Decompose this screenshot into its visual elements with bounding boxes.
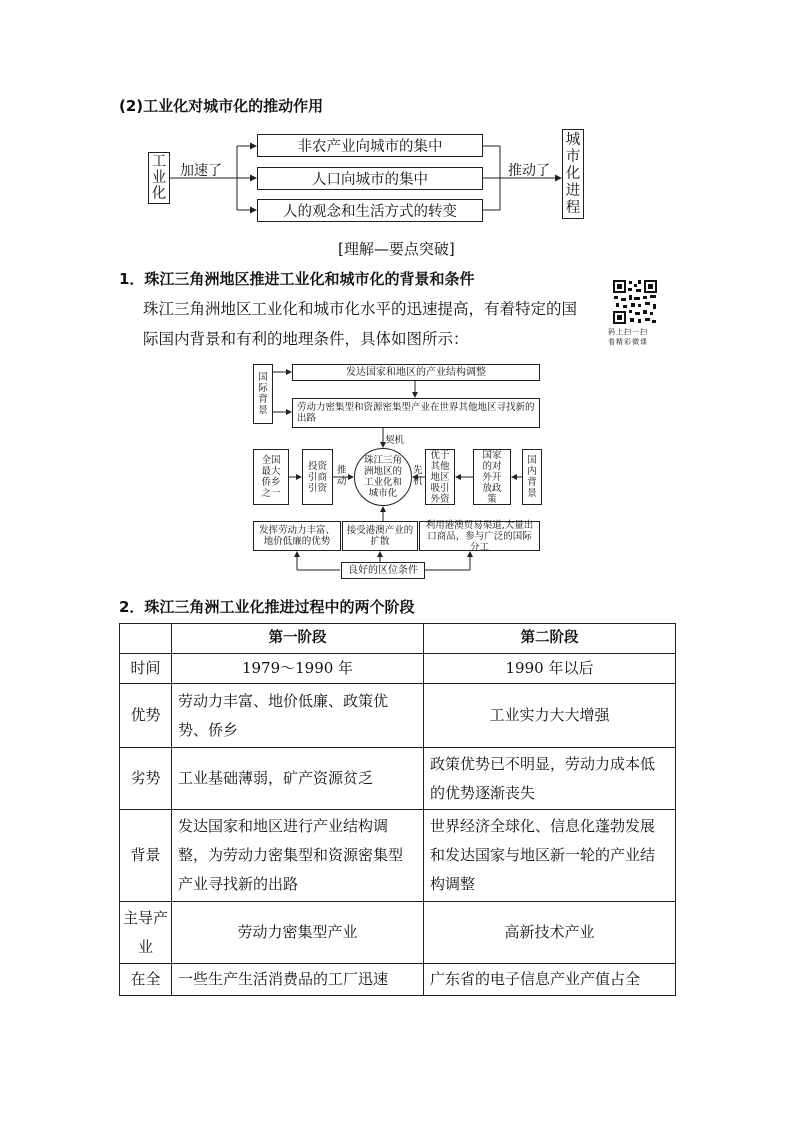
industrialization-box: 工业化 (148, 152, 170, 204)
point1-title: 1．珠江三角洲地区推进工业化和城市化的背景和条件 (119, 270, 475, 288)
point2-title: 2．珠江三角洲工业化推进过程中的两个阶段 (119, 598, 415, 616)
investment-box: 投资引商引资 (302, 449, 333, 505)
table-header-row (120, 624, 676, 654)
point1-body-line1: 珠江三角洲地区工业化和城市化水平的迅速提高，有着特定的国 (143, 300, 578, 318)
qr-caption-1: 码上扫一扫 (608, 328, 648, 336)
domestic-background-box: 国内背景 (522, 449, 542, 505)
open-policy-box: 国家的对外开放政策 (473, 449, 511, 505)
table-row (120, 810, 676, 902)
table-row (120, 654, 676, 684)
flow-item-lifestyle: 人的观念和生活方式的转变 (257, 199, 483, 222)
table-header-cell: 第二阶段 (424, 624, 676, 654)
table-cell: 广东省的电子信息产业产值占全 (424, 964, 676, 996)
labor-shift-box: 劳动力密集型和资源密集型产业在世界其他地区寻找新的出路 (292, 398, 540, 428)
table-row-label: 主导产业 (120, 902, 172, 964)
table-cell: 1979～1990 年 (172, 654, 424, 684)
industrial-adjust-box: 发达国家和地区的产业结构调整 (292, 364, 540, 381)
push-label: 推动 (337, 465, 347, 487)
flow-item-population: 人口向城市的集中 (257, 167, 483, 190)
table-cell: 发达国家和地区进行产业结构调整，为劳动力密集型和资源密集型产业寻找新的出路 (172, 810, 424, 902)
condition-labor-box: 发挥劳动力丰富、地价低廉的优势 (253, 521, 341, 551)
table-cell: 工业基础薄弱，矿产资源贫乏 (172, 748, 424, 810)
promote-label: 推动了 (508, 163, 550, 179)
table-cell: 一些生产生活消费品的工厂迅速 (172, 964, 424, 996)
chance-label: 契机 (385, 435, 405, 446)
table-cell: 劳动力丰富、地价低廉、政策优势、侨乡 (172, 684, 424, 748)
table-row (120, 748, 676, 810)
table-row (120, 964, 676, 996)
accelerate-label: 加速了 (180, 163, 222, 179)
location-box: 良好的区位条件 (341, 562, 425, 579)
flow-item-nonagri: 非农产业向城市的集中 (257, 134, 483, 157)
section-title: (2)工业化对城市化的推动作用 (119, 97, 324, 115)
intl-background-box: 国际背景 (253, 364, 273, 424)
point1-body-line2: 际国内背景和有利的地理条件，具体如图所示： (143, 330, 469, 348)
advance-label: 先机 (413, 465, 423, 487)
table-row-label: 背景 (120, 810, 172, 902)
table-row-label: 时间 (120, 654, 172, 684)
table-cell: 1990 年以后 (424, 654, 676, 684)
table-row (120, 684, 676, 748)
subheading: [理解—要点突破] (338, 240, 455, 258)
table-row-label: 优势 (120, 684, 172, 748)
center-circle: 珠江三角洲地区的工业化和城市化 (354, 448, 412, 506)
stages-table (119, 623, 676, 996)
table-cell: 高新技术产业 (424, 902, 676, 964)
attract-foreign-box: 优于其他地区吸引外资 (425, 449, 455, 505)
table-cell: 世界经济全球化、信息化蓬勃发展和发达国家与地区新一轮的产业结构调整 (424, 810, 676, 902)
qr-caption-2: 看精彩微课 (608, 338, 648, 346)
overseas-hometown-box: 全国最大侨乡之一 (253, 449, 289, 505)
table-header-cell: 第一阶段 (172, 624, 424, 654)
table-row-label: 在全 (120, 964, 172, 996)
table-row-label: 劣势 (120, 748, 172, 810)
table-cell: 工业实力大大增强 (424, 684, 676, 748)
condition-hk-box: 接受港澳产业的扩散 (342, 521, 418, 551)
table-cell: 劳动力密集型产业 (172, 902, 424, 964)
urbanization-box: 城市化进程 (562, 129, 584, 219)
condition-trade-box: 利用港澳贸易渠道,大量出口商品，参与广泛的国际分工 (419, 521, 540, 551)
table-row (120, 902, 676, 964)
table-header-cell (120, 624, 172, 654)
table-cell: 政策优势已不明显，劳动力成本低的优势逐渐丧失 (424, 748, 676, 810)
